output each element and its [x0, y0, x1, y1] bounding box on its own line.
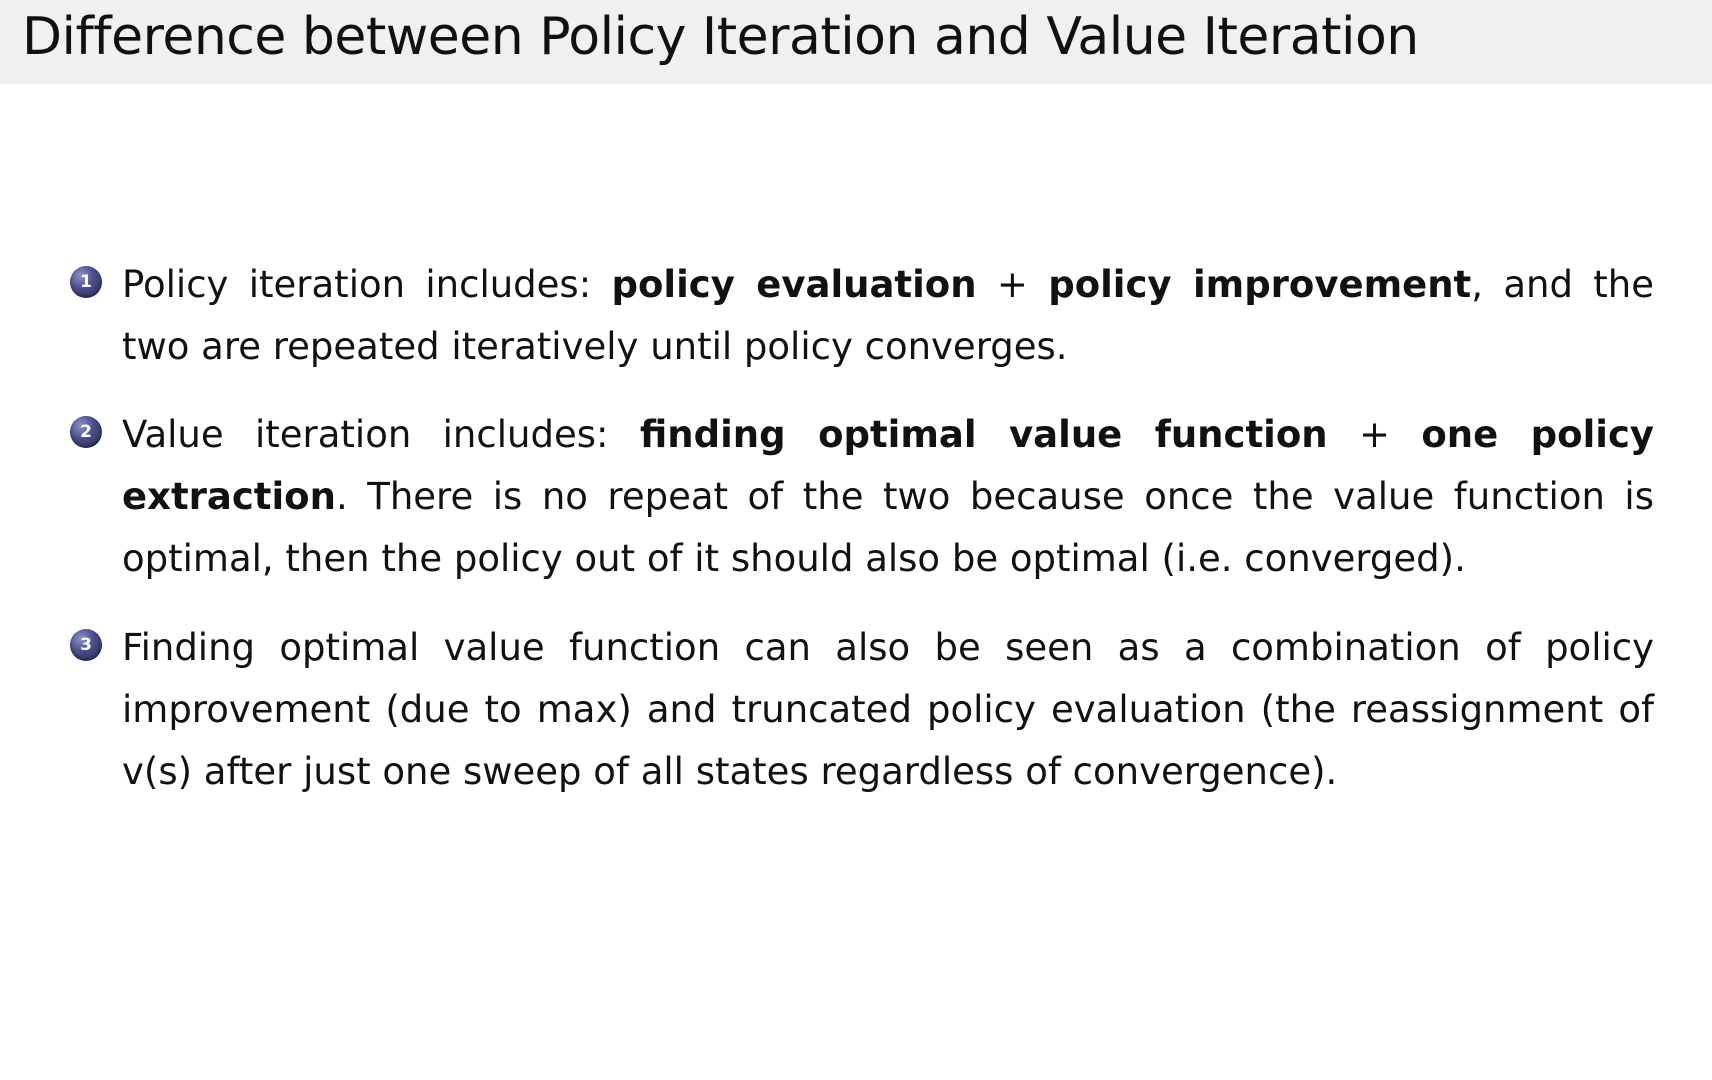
- enumerated-list: [40, 254, 1672, 803]
- list-marker-2: 2: [70, 416, 102, 448]
- list-item: [40, 254, 1672, 378]
- list-marker-3: 3: [70, 629, 102, 661]
- page-title: Difference between Policy Iteration and Value Iteration: [22, 7, 1419, 67]
- slide-content: [0, 84, 1712, 803]
- list-item: [40, 617, 1672, 803]
- list-item-text-2: Value iteration includes: finding optimal value function + one policy extraction. There is no repeat of the two because once the value function is optimal, then the policy out of it should also be optimal (i.e. converged).: [122, 413, 1655, 581]
- list-marker-1: 1: [70, 266, 102, 298]
- list-item: [40, 404, 1672, 590]
- slide-title-bar: [0, 0, 1712, 84]
- list-item-text-1: Policy iteration includes: policy evaluation + policy improvement, and the two are repeated iteratively until policy converges.: [122, 262, 1654, 368]
- list-item-text-3: Finding optimal value function can also be seen as a combination of policy improvement (due to max) and truncated policy evaluation (the reassignment of v(s) after just one sweep of all states regardless of convergence).: [122, 625, 1654, 793]
